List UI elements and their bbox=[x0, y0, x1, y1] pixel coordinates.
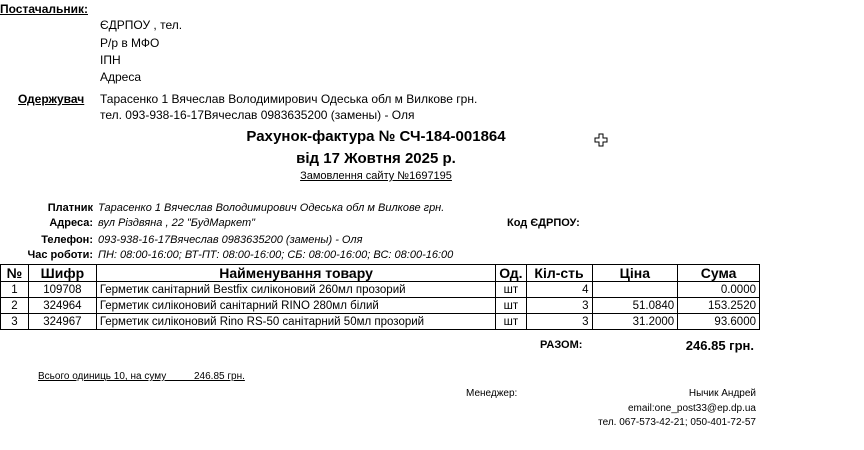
address-label: Адреса: bbox=[49, 217, 93, 229]
total-label: РАЗОМ: bbox=[540, 339, 583, 351]
table-row bbox=[1, 282, 760, 298]
invoice-date: від 17 Жовтня 2025 р. bbox=[296, 150, 456, 167]
manager-email: email:one_post33@ep.dp.ua bbox=[627, 403, 756, 414]
payer-label: Платник bbox=[47, 202, 93, 214]
row-quantity: 3 bbox=[526, 314, 592, 330]
total-value: 246.85 грн. bbox=[685, 338, 754, 353]
col-quantity: Кіл-сть bbox=[526, 265, 592, 282]
edrpou-label: Код ЄДРПОУ: bbox=[507, 217, 580, 229]
row-unit: шт bbox=[496, 298, 526, 314]
row-price bbox=[592, 282, 678, 298]
row-number: 2 bbox=[1, 298, 29, 314]
recipient-phone: тел. 093-938-16-17Вячеслав 0983635200 (замены) - Оля bbox=[100, 108, 415, 122]
summary-line: Всього одиниць 10, на суму 246.85 грн. bbox=[38, 371, 245, 382]
col-number: № bbox=[1, 265, 29, 282]
supplier-ipn: ІПН bbox=[100, 53, 121, 67]
order-number: Замовлення сайту №1697195 bbox=[300, 170, 452, 182]
manager-phone: тел. 067-573-42-21; 050-401-72-57 bbox=[598, 417, 756, 428]
recipient-name: Тарасенко 1 Вячеслав Володимирович Одеська обл м Вилкове грн. bbox=[100, 92, 478, 106]
hours-value: ПН: 08:00-16:00; ВТ-ПТ: 08:00-16:00; СБ: 08:00-16:00; ВС: 08:00-16:00 bbox=[98, 249, 454, 261]
row-price: 31.2000 bbox=[592, 314, 678, 330]
supplier-address: Адреса bbox=[100, 70, 142, 84]
row-price: 51.0840 bbox=[592, 298, 678, 314]
row-quantity: 4 bbox=[526, 282, 592, 298]
phone-label: Телефон: bbox=[41, 234, 93, 246]
supplier-account: Р/р в МФО bbox=[100, 36, 160, 50]
hours-label: Час роботи: bbox=[27, 249, 93, 261]
col-price: Ціна bbox=[592, 265, 678, 282]
row-number: 3 bbox=[1, 314, 29, 330]
row-sum: 0.0000 bbox=[678, 282, 760, 298]
col-code: Шифр bbox=[28, 265, 96, 282]
phone-value: 093-938-16-17Вячеслав 0983635200 (замены) - Оля bbox=[98, 234, 363, 246]
col-sum: Сума bbox=[678, 265, 760, 282]
row-number: 1 bbox=[1, 282, 29, 298]
table-row bbox=[1, 298, 760, 314]
table-header-row bbox=[1, 265, 760, 282]
manager-name: Нычик Андрей bbox=[688, 388, 756, 399]
row-sum: 153.2520 bbox=[678, 298, 760, 314]
row-unit: шт bbox=[496, 314, 526, 330]
invoice-title: Рахунок-фактура № СЧ-184-001864 bbox=[246, 128, 506, 145]
row-code: 324967 bbox=[28, 314, 96, 330]
row-name: Герметик силіконовий Rino RS-50 санітарний 50мл прозорий bbox=[96, 314, 495, 330]
col-unit: Од. bbox=[496, 265, 526, 282]
row-unit: шт bbox=[496, 282, 526, 298]
row-code: 324964 bbox=[28, 298, 96, 314]
row-name: Герметик силіконовий санітарний RINO 280мл білий bbox=[96, 298, 495, 314]
payer-value: Тарасенко 1 Вячеслав Володимирович Одеська обл м Вилкове грн. bbox=[98, 202, 445, 214]
row-code: 109708 bbox=[28, 282, 96, 298]
row-quantity: 3 bbox=[526, 298, 592, 314]
table-row bbox=[1, 314, 760, 330]
address-value: вул Різдвяна , 22 "БудМаркет" bbox=[98, 217, 256, 229]
items-table bbox=[0, 264, 760, 330]
col-name: Найменування товару bbox=[96, 265, 495, 282]
supplier-label: Постачальник: bbox=[0, 2, 88, 16]
crosshair-cursor-icon bbox=[594, 133, 608, 147]
manager-label: Менеджер: bbox=[466, 388, 518, 399]
row-sum: 93.6000 bbox=[678, 314, 760, 330]
row-name: Герметик санітарний Bestfix силіконовий 260мл прозорий bbox=[96, 282, 495, 298]
recipient-label: Одержувач bbox=[18, 92, 85, 106]
supplier-edrpou: ЄДРПОУ , тел. bbox=[100, 18, 183, 32]
